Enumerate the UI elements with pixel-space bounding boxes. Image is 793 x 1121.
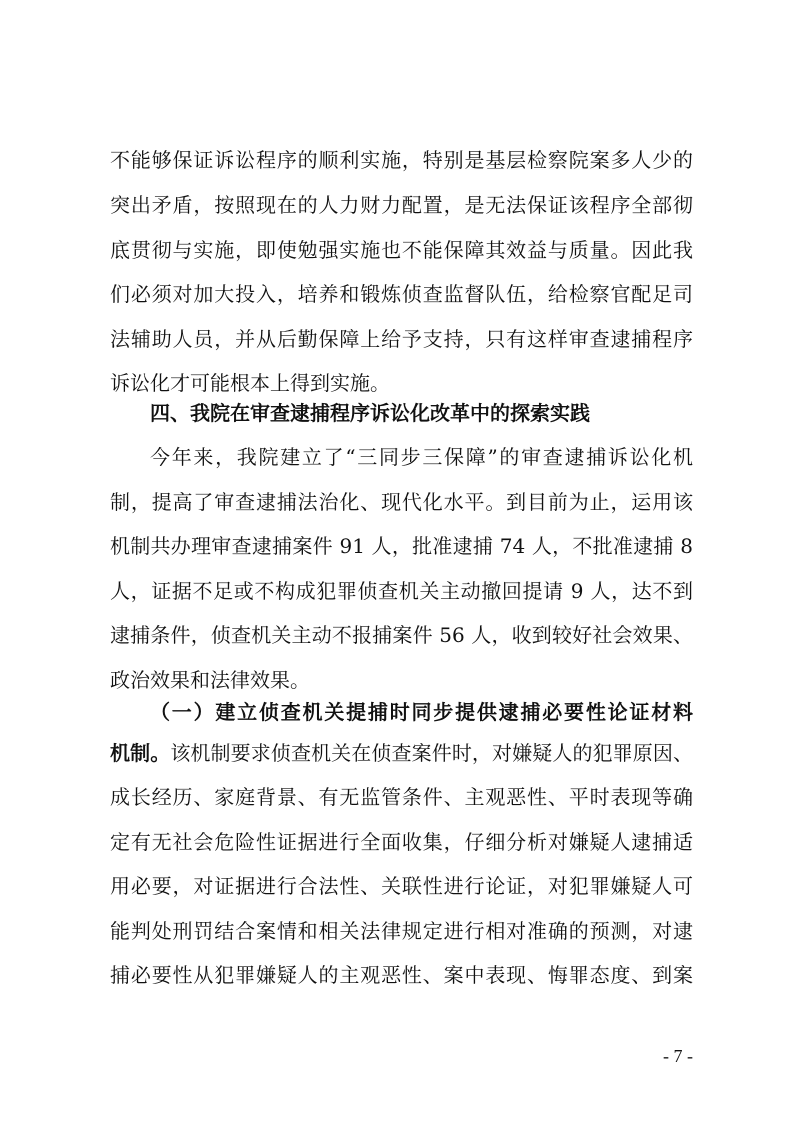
paragraph-line: 诉讼化才可能根本上得到实施。 — [110, 371, 390, 395]
subheading-line: （一）建立侦查机关提捕时同步提供逮捕必要性论证材料 — [150, 700, 693, 724]
paragraph-line: 捕必要性从犯罪嫌疑人的主观恶性、案中表现、悔罪态度、到案 — [110, 963, 693, 987]
paragraph-line: 底贯彻与实施，即使勉强实施也不能保障其效益与质量。因此我 — [110, 238, 693, 262]
paragraph-line: 突出矛盾，按照现在的人力财力配置，是无法保证该程序全部彻 — [110, 193, 693, 217]
paragraph-line: 们必须对加大投入，培养和锻炼侦查监督队伍，给检察官配足司 — [110, 282, 693, 306]
paragraph-line: 今年来，我院建立了“三同步三保障”的审查逮捕诉讼化机 — [150, 445, 693, 469]
paragraph-line: 不能够保证诉讼程序的顺利实施，特别是基层检察院案多人少的 — [110, 148, 693, 172]
paragraph-line: 成长经历、家庭背景、有无监管条件、主观恶性、平时表现等确 — [110, 785, 693, 809]
paragraph-line: 用必要，对证据进行合法性、关联性进行论证，对犯罪嫌疑人可 — [110, 874, 693, 898]
paragraph-line: 定有无社会危险性证据进行全面收集，仔细分析对嫌疑人逮捕适 — [110, 830, 693, 854]
paragraph-line: 人，证据不足或不构成犯罪侦查机关主动撤回提请 9 人，达不到 — [110, 579, 693, 603]
paragraph-line: 法辅助人员，并从后勤保障上给予支持，只有这样审查逮捕程序 — [110, 327, 693, 351]
paragraph-line: 逮捕条件，侦查机关主动不报捕案件 56 人，收到较好社会效果、 — [110, 623, 693, 647]
section-heading: 四、我院在审查逮捕程序诉讼化改革中的探索实践 — [150, 401, 590, 425]
paragraph-line: 制，提高了审查逮捕法治化、现代化水平。到目前为止，运用该 — [110, 490, 693, 514]
paragraph-line — [110, 739, 693, 767]
subheading-lead: 机制。 — [110, 741, 171, 765]
paragraph-line: 机制共办理审查逮捕案件 91 人，批准逮捕 74 人，不批准逮捕 8 — [110, 534, 693, 558]
paragraph-text: 该机制要求侦查机关在侦查案件时，对嫌疑人的犯罪原因、 — [170, 741, 693, 765]
paragraph-line: 政治效果和法律效果。 — [110, 668, 310, 692]
page-number: - 7 - — [663, 1046, 693, 1066]
paragraph-line: 能判处刑罚结合案情和相关法律规定进行相对准确的预测，对逮 — [110, 919, 693, 943]
